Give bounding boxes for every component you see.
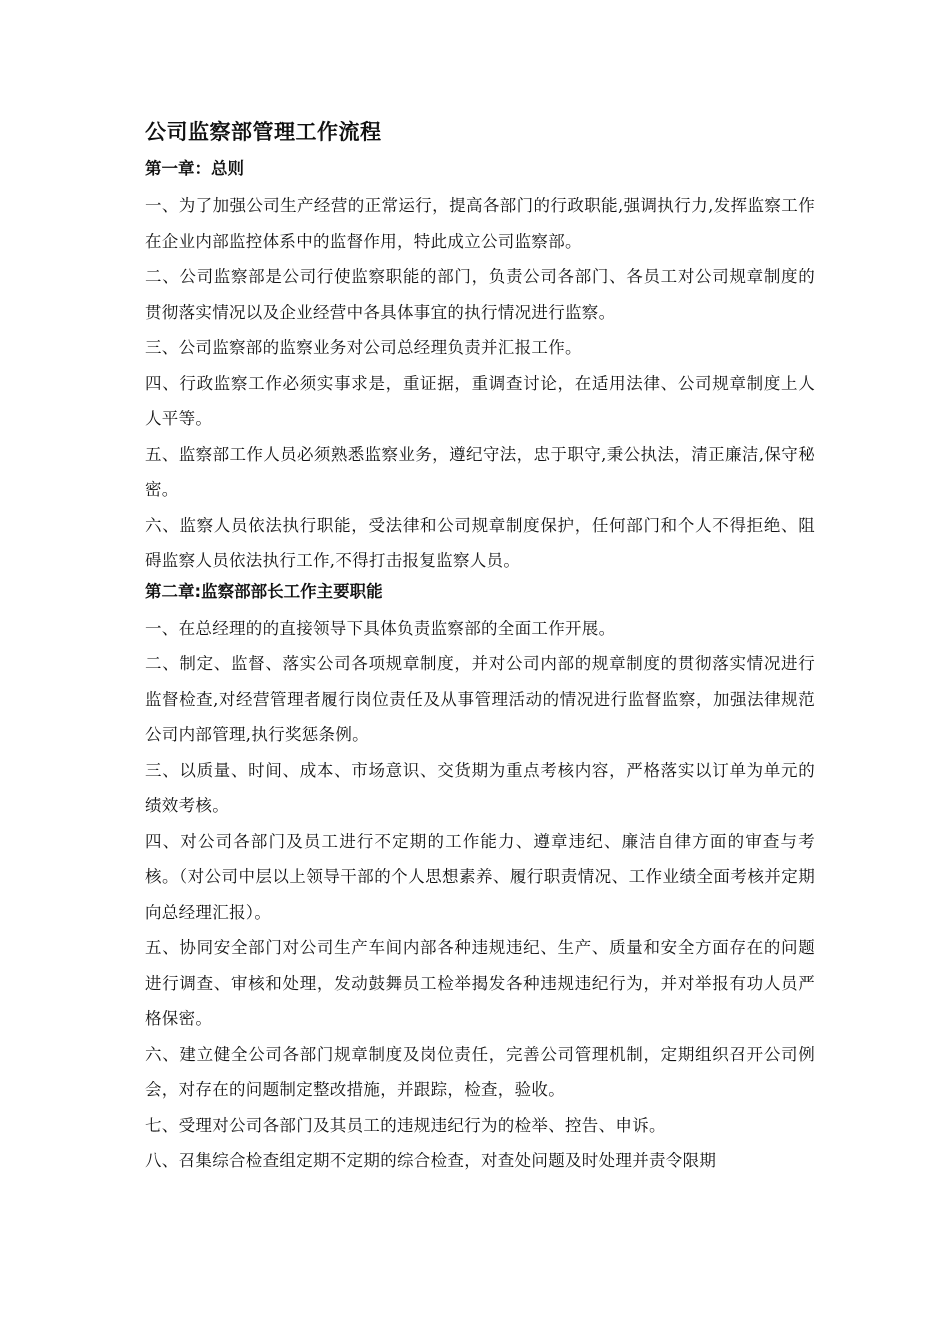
document-page [145, 118, 815, 1179]
chapter-2 [145, 579, 815, 1179]
paragraph: 四、对公司各部门及员工进行不定期的工作能力、遵章违纪、廉洁自律方面的审查与考核。（对公司中层以上领导干部的个人思想素养、履行职责情况、工作业绩全面考核并定期向总经理汇报）。 [145, 831, 815, 922]
document-title: 公司监察部管理工作流程 [145, 120, 382, 144]
chapter-heading: 第一章：总则 [145, 159, 244, 178]
paragraph: 五、协同安全部门对公司生产车间内部各种违规违纪、生产、质量和安全方面存在的问题进行调查、审核和处理，发动鼓舞员工检举揭发各种违规违纪行为，并对举报有功人员严格保密。 [145, 938, 815, 1028]
paragraph: 五、监察部工作人员必须熟悉监察业务，遵纪守法，忠于职守,秉公执法，清正廉洁,保守秘密。 [145, 444, 815, 499]
paragraph: 八、召集综合检查组定期不定期的综合检查，对查处问题及时处理并责令限期 [145, 1151, 717, 1170]
chapter-1 [145, 156, 815, 579]
paragraph: 三、公司监察部的监察业务对公司总经理负责并汇报工作。 [145, 338, 582, 357]
paragraph: 六、建立健全公司各部门规章制度及岗位责任，完善公司管理机制，定期组织召开公司例会，对存在的问题制定整改措施，并跟踪，检查，验收。 [145, 1044, 815, 1099]
chapter-heading: 第二章:监察部部长工作主要职能 [145, 581, 383, 601]
paragraph: 三、以质量、时间、成本、市场意识、交货期为重点考核内容，严格落实以订单为单元的绩效考核。 [145, 760, 815, 815]
paragraph: 一、在总经理的的直接领导下具体负责监察部的全面工作开展。 [145, 618, 616, 638]
paragraph: 六、监察人员依法执行职能，受法律和公司规章制度保护，任何部门和个人不得拒绝、阻碍监察人员依法执行工作,不得打击报复监察人员。 [145, 515, 815, 570]
paragraph: 二、公司监察部是公司行使监察职能的部门，负责公司各部门、各员工对公司规章制度的贯彻落实情况以及企业经营中各具体事宜的执行情况进行监察。 [145, 267, 815, 322]
paragraph: 一、为了加强公司生产经营的正常运行，提高各部门的行政职能,强调执行力,发挥监察工作在企业内部监控体系中的监督作用，特此成立公司监察部。 [145, 196, 815, 251]
paragraph: 四、行政监察工作必须实事求是，重证据，重调查讨论，在适用法律、公司规章制度上人人平等。 [145, 373, 815, 428]
paragraph: 二、制定、监督、落实公司各项规章制度，并对公司内部的规章制度的贯彻落实情况进行监督检查,对经营管理者履行岗位责任及从事管理活动的情况进行监督监察，加强法律规范公司内部管理,执行奖惩条例。 [145, 654, 815, 744]
paragraph: 七、受理对公司各部门及其员工的违规违纪行为的检举、控告、申诉。 [145, 1115, 666, 1135]
